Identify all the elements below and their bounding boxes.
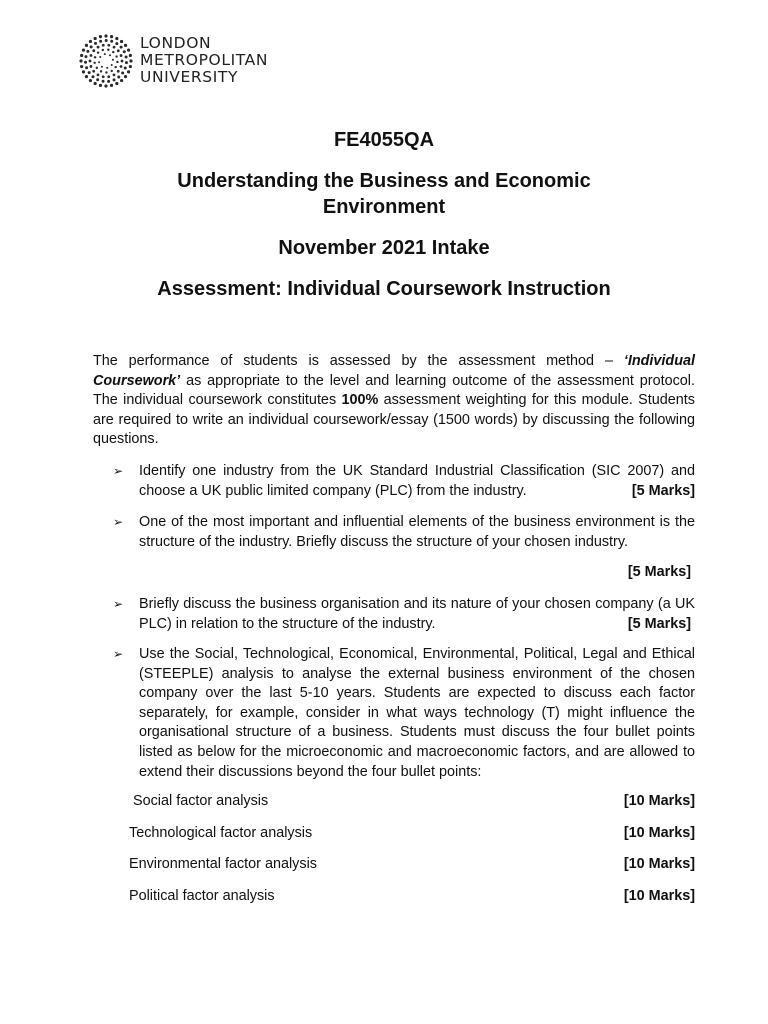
logo-dot: [111, 64, 113, 66]
logo-dot: [85, 66, 88, 69]
logo-dot: [124, 75, 127, 78]
question-item: [93, 513, 695, 552]
logo-dot: [120, 79, 123, 82]
question-text: One of the most important and influential elements of the business environment is the structure of the industry. Briefly discuss the structure of your chosen industry.: [139, 514, 695, 550]
logo-dot: [125, 56, 128, 59]
logo-dot: [96, 67, 98, 69]
logo-dot: [97, 51, 99, 53]
logo-dot: [115, 55, 117, 57]
arrow-bullet-icon: ➢: [113, 647, 124, 661]
intro-text-1: The performance of students is assessed by the assessment method –: [93, 353, 624, 369]
logo-dot: [102, 75, 105, 78]
factor-label: Social factor analysis: [133, 793, 269, 809]
factor-marks: [10 Marks]: [623, 825, 695, 841]
logo-dot: [88, 71, 91, 74]
logo-dot: [99, 84, 102, 87]
logo-dot: [100, 70, 102, 72]
logo-dot: [115, 37, 118, 40]
question-text: Use the Social, Technological, Economical, Environmental, Political, Legal and Ethical (STEEPLE) analysis to analyse the external business environment of the chosen company over the last 5-10 years. Students are expected to discuss each factor separately, for example, consider in what ways technology (T) might influence the organisational structure of a business. Students must discuss the four bullet points listed as below for the microeconomic and macroeconomic factors, and are allowed to extend their discussions beyond the four bullet points:: [139, 646, 695, 780]
module-title-line-1: Understanding the Business and Economic: [177, 170, 591, 192]
intro-text-2: as appropriate to the level and learning outcome of the assessment protocol. The individual coursework constitutes: [93, 372, 695, 409]
module-title-line-2: Environment: [322, 196, 446, 218]
factor-label: Political factor analysis: [129, 888, 275, 904]
logo-dot: [127, 70, 130, 73]
module-code: FE4055QA: [333, 129, 435, 151]
logo-dot: [113, 46, 116, 49]
logo-dot: [79, 59, 82, 62]
university-logo: [78, 33, 298, 89]
arrow-bullet-icon: ➢: [113, 464, 124, 478]
logo-dot: [80, 54, 83, 57]
assessment-heading: Assessment: Individual Coursework Instruction: [157, 278, 611, 300]
logo-dot: [106, 67, 108, 69]
logo-dot: [115, 42, 118, 45]
question-item: [93, 645, 695, 782]
logo-dot: [125, 61, 128, 64]
logo-dot: [115, 82, 118, 85]
factor-marks: [10 Marks]: [623, 793, 695, 809]
logo-dot: [120, 40, 123, 43]
logo-dot: [94, 56, 96, 58]
logo-dot: [98, 61, 100, 63]
factor-label: Environmental factor analysis: [129, 856, 317, 872]
factor-row: [129, 855, 695, 875]
arrow-bullet-icon: ➢: [113, 515, 124, 529]
logo-dot: [109, 54, 111, 56]
logo-dot: [116, 61, 118, 63]
logo-dot: [127, 49, 130, 52]
logo-dot: [107, 49, 109, 51]
question-item: [93, 462, 695, 501]
document-headings: [0, 127, 768, 302]
question-text: Briefly discuss the business organisation and its nature of your chosen company (a UK PLC) in relation to the structure of the industry.: [139, 596, 695, 632]
logo-dot: [120, 54, 123, 57]
logo-dot: [107, 80, 110, 83]
logo-dot: [94, 42, 97, 45]
logo-dot: [111, 70, 113, 72]
intro-emphasis: ‘Individual Coursework’: [93, 353, 695, 389]
logo-dot: [82, 70, 85, 73]
logo-dot: [121, 60, 124, 63]
logo-dot: [92, 49, 95, 52]
logo-dot: [123, 50, 126, 53]
module-title: [0, 168, 768, 220]
logo-dot: [117, 70, 120, 73]
logo-dot: [121, 71, 124, 74]
question-text: Identify one industry from the UK Standard Industrial Classification (SIC 2007) and choose a UK public limited company (PLC) from the industry.: [139, 463, 695, 499]
question-marks: [5 Marks]: [631, 482, 695, 499]
logo-dot: [92, 70, 95, 73]
logo-wordmark: [140, 35, 268, 86]
logo-dot: [104, 53, 106, 55]
factor-marks: [10 Marks]: [623, 888, 695, 904]
logo-dot: [112, 51, 114, 53]
logo-dot: [84, 61, 87, 64]
logo-dot: [117, 49, 120, 52]
logo-dot: [90, 65, 93, 68]
logo-dot: [110, 84, 113, 87]
logo-dot: [96, 78, 99, 81]
factor-label: Technological factor analysis: [129, 825, 313, 841]
logo-dot: [129, 65, 132, 68]
arrow-bullet-icon: ➢: [113, 597, 124, 611]
logo-dot: [120, 46, 123, 49]
intro-text-3: assessment weighting for this module. Students are required to write an individual coursework/essay (1500 words) by discussing the following questions.: [93, 392, 695, 448]
logo-dot: [89, 40, 92, 43]
logo-dot: [102, 49, 104, 51]
logo-dot: [107, 75, 110, 78]
logo-dot: [97, 46, 100, 49]
logo-dot: [105, 71, 107, 73]
logo-line-1: LONDON: [140, 34, 212, 52]
logo-dot: [107, 44, 110, 47]
logo-dot: [101, 66, 103, 68]
question-marks: [5 Marks]: [627, 564, 691, 580]
logo-dot: [104, 84, 107, 87]
logo-dot: [110, 35, 113, 38]
intro-weighting: 100%: [341, 392, 379, 409]
logo-line-2: METROPOLITAN: [140, 51, 269, 69]
factor-row: [133, 792, 695, 812]
logo-dot: [99, 35, 102, 38]
logo-dot: [80, 65, 83, 68]
logo-dot: [110, 40, 113, 43]
logo-dot: [91, 75, 94, 78]
logo-dot: [124, 67, 127, 70]
factor-row: [129, 824, 695, 844]
intake-heading: November 2021 Intake: [278, 237, 490, 259]
logo-dot: [82, 49, 85, 52]
logo-dot: [112, 59, 114, 61]
logo-dot: [89, 79, 92, 82]
logo-dot: [89, 60, 92, 63]
logo-dot: [85, 75, 88, 78]
logo-dot: [99, 56, 101, 58]
intro-paragraph: [93, 352, 695, 450]
logo-dot: [97, 73, 100, 76]
logo-dot: [129, 59, 132, 62]
logo-dot: [115, 66, 117, 68]
logo-dot: [86, 50, 89, 53]
question-item: [93, 595, 695, 634]
logo-dot: [94, 37, 97, 40]
logo-dot: [129, 54, 132, 57]
logo-dot: [90, 54, 93, 57]
logo-dot: [102, 80, 105, 83]
logo-line-3: UNIVERSITY: [140, 68, 239, 86]
question-marks: [5 Marks]: [627, 615, 691, 632]
logo-dot: [84, 55, 87, 58]
logo-dots-emblem: [78, 33, 134, 89]
logo-dot: [113, 78, 116, 81]
factor-marks: [10 Marks]: [623, 856, 695, 872]
logo-dot: [99, 40, 102, 43]
logo-dot: [93, 62, 95, 64]
factor-row: [129, 887, 695, 907]
logo-dot: [102, 44, 105, 47]
logo-dot: [104, 34, 107, 37]
logo-dot: [113, 73, 116, 76]
logo-dot: [120, 65, 123, 68]
question-marks-row: [93, 563, 695, 583]
logo-dot: [105, 39, 108, 42]
logo-dot: [124, 44, 127, 47]
logo-dot: [94, 82, 97, 85]
logo-dot: [90, 45, 93, 48]
logo-dot: [85, 44, 88, 47]
logo-dot: [117, 76, 120, 79]
